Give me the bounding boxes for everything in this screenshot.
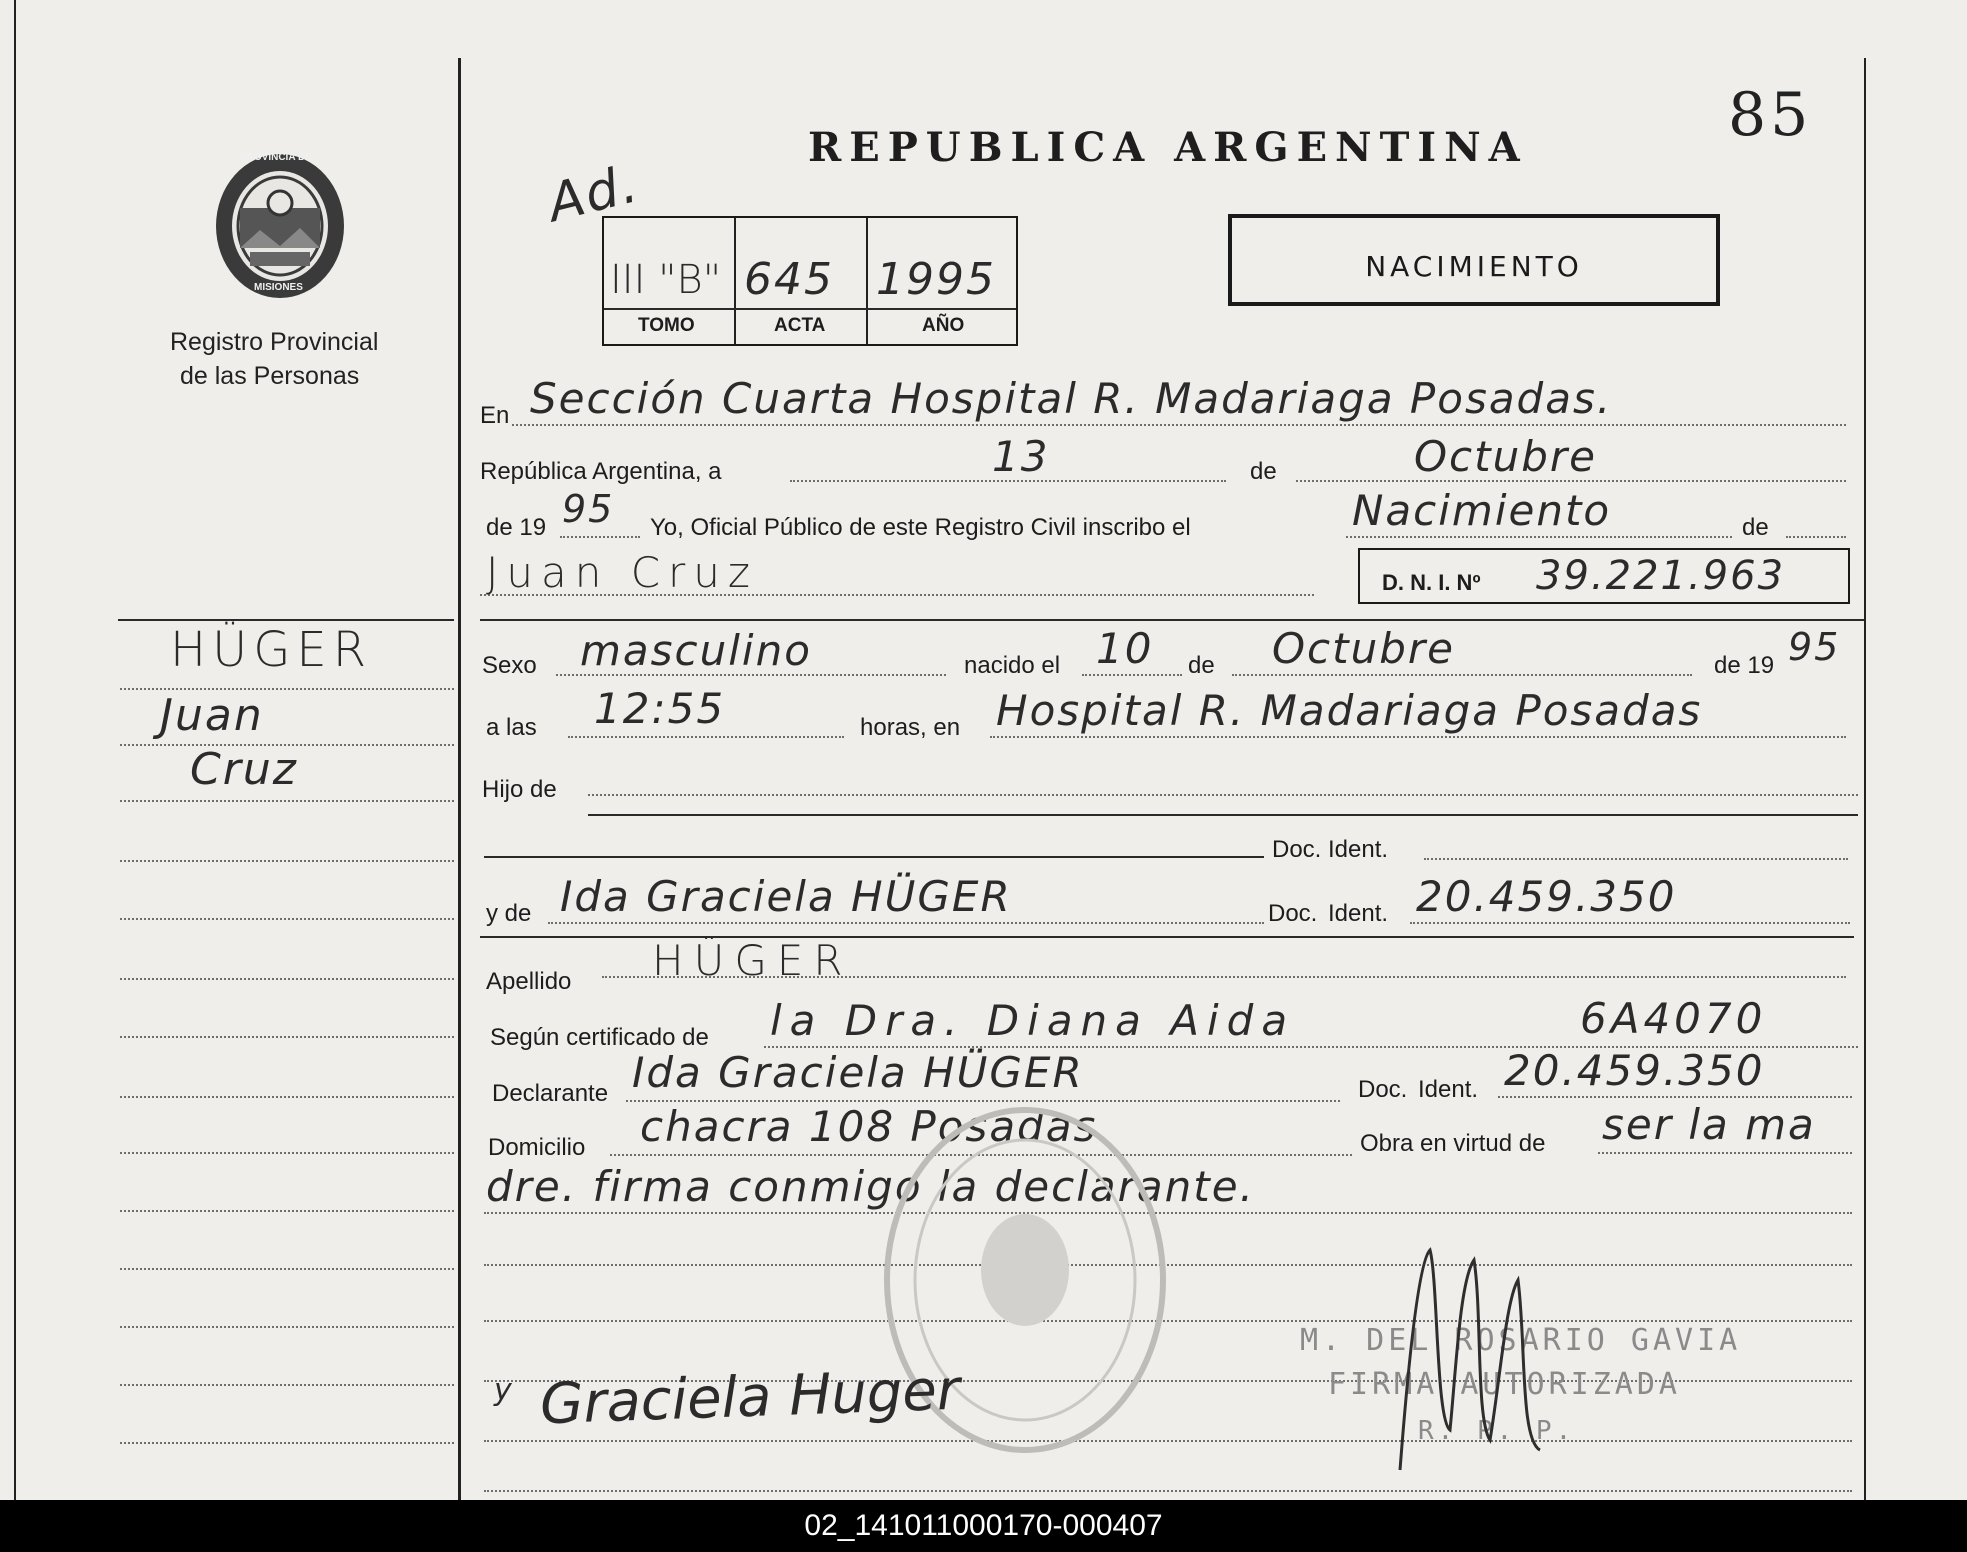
sexo-label: Sexo <box>482 652 537 679</box>
left-page-edge <box>14 0 16 1500</box>
republica-label: República Argentina, a <box>480 458 722 485</box>
de19-label-2: de 19 <box>1714 652 1775 679</box>
acta-value: 645 <box>744 254 834 305</box>
registry-box <box>602 216 1018 346</box>
declarante-value: Ida Graciela HÜGER <box>632 1048 1084 1097</box>
apellido-value: HÜGER <box>652 936 853 985</box>
act-type-label: NACIMIENTO <box>1365 250 1583 283</box>
segun-label: Según certificado de <box>490 1024 709 1051</box>
initials: Ad. <box>542 153 646 235</box>
en-value: Sección Cuarta Hospital R. Madariaga Posadas. <box>530 374 1613 423</box>
segun-value: la Dra. Diana Aida <box>770 996 1296 1045</box>
declarante-label: Declarante <box>492 1080 609 1107</box>
yde-label: y de <box>486 900 532 927</box>
sidebar-given-name-2: Cruz <box>190 744 298 795</box>
birth-year-suffix: 95 <box>1788 625 1841 669</box>
sidebar-line-11 <box>120 1268 454 1270</box>
section-rule-1 <box>480 619 1864 621</box>
sidebar-line-3 <box>120 800 454 802</box>
de-label: de <box>1250 458 1277 485</box>
birth-day: 10 <box>1096 624 1154 673</box>
declarant-signature: Graciela Huger <box>538 1357 961 1438</box>
sidebar-top-rule <box>118 619 454 621</box>
de19-label: de 19 <box>486 514 547 541</box>
month-value: Octubre <box>1414 432 1598 481</box>
child-name: Juan Cruz <box>486 548 758 597</box>
doc-ident-label: Doc. Ident. <box>1272 836 1389 863</box>
tomo-value: III "B" <box>610 257 722 303</box>
inscribe-value: Nacimiento <box>1352 486 1612 535</box>
officer-signature <box>1390 1220 1570 1480</box>
yo-label: Yo, Oficial Público de este Registro Civil inscribo el <box>650 514 1191 541</box>
sidebar-given-name-1: Juan <box>160 690 264 741</box>
dni-label: D. N. I. Nº <box>1382 570 1481 595</box>
birth-month: Octubre <box>1272 624 1456 673</box>
continuation-text: dre. firma conmigo la declarante. <box>486 1162 1255 1211</box>
de-label-3: de <box>1188 652 1215 679</box>
declarante-ident-label: Ident. <box>1418 1076 1479 1103</box>
officer-name-stamp: M. DEL ROSARIO GAVIA <box>1300 1323 1742 1358</box>
year-suffix: 95 <box>562 487 615 531</box>
declarante-doc-label: Doc. <box>1358 1076 1408 1103</box>
document-id-footer: 02_141011000170-000407 <box>0 1500 1967 1552</box>
acta-label: ACTA <box>774 315 826 336</box>
seal-top-text: PROVINCIA DE <box>240 152 312 163</box>
anio-label: AÑO <box>922 315 965 336</box>
provincial-seal <box>210 148 350 304</box>
y-mark: y <box>494 1373 514 1408</box>
horas-label: horas, en <box>860 714 961 741</box>
page-number: 85 <box>1728 80 1813 150</box>
sidebar-surname: HÜGER <box>170 622 373 678</box>
seal-bottom-text: MISIONES <box>254 282 303 293</box>
dni-value: 39.221.963 <box>1536 553 1786 599</box>
tomo-label: TOMO <box>638 315 695 336</box>
sidebar-line-7 <box>120 1036 454 1038</box>
sidebar-line-13 <box>120 1384 454 1386</box>
sidebar-line-10 <box>120 1210 454 1212</box>
domicilio-label: Domicilio <box>488 1134 586 1161</box>
hijo-label: Hijo de <box>482 776 557 803</box>
domicilio-value: chacra 108 Posadas <box>640 1102 1098 1151</box>
obra-value: ser la ma <box>1602 1100 1816 1149</box>
sidebar-line-9 <box>120 1152 454 1154</box>
authorized-signature-stamp: FIRMA AUTORIZADA <box>1328 1367 1681 1402</box>
apellido-label: Apellido <box>486 968 572 995</box>
mother-doc: 20.459.350 <box>1416 872 1677 921</box>
mother-doc-label: Doc. <box>1268 900 1318 927</box>
sidebar-line-5 <box>120 918 454 920</box>
office-name-line2: de las Personas <box>180 362 360 390</box>
alas-label: a las <box>486 714 537 741</box>
sidebar-divider <box>458 58 461 1500</box>
rpp-stamp: R. P. P. <box>1418 1416 1576 1446</box>
nacido-label: nacido el <box>964 652 1061 679</box>
dni-box <box>1358 548 1850 604</box>
cert-number: 6A4070 <box>1580 994 1767 1043</box>
sidebar-line-6 <box>120 978 454 980</box>
hour-value: 12:55 <box>594 684 726 733</box>
sidebar-line-14 <box>120 1442 454 1444</box>
right-frame-line <box>1864 58 1866 1500</box>
day-value: 13 <box>992 432 1050 481</box>
mother-name: Ida Graciela HÜGER <box>560 872 1012 921</box>
birth-place: Hospital R. Madariaga Posadas <box>996 686 1703 735</box>
act-type-box <box>1228 214 1720 306</box>
sexo-value: masculino <box>580 626 812 675</box>
declarante-doc: 20.459.350 <box>1504 1046 1765 1095</box>
sidebar-line-12 <box>120 1326 454 1328</box>
anio-value: 1995 <box>876 254 996 305</box>
obra-label: Obra en virtud de <box>1360 1130 1546 1157</box>
mother-ident-label: Ident. <box>1328 900 1389 927</box>
de-label-2: de <box>1742 514 1769 541</box>
country-heading: REPUBLICA ARGENTINA <box>808 124 1528 171</box>
sidebar-line-8 <box>120 1096 454 1098</box>
office-name-line1: Registro Provincial <box>170 328 379 356</box>
sidebar-line-4 <box>120 860 454 862</box>
en-label: En <box>480 402 510 429</box>
